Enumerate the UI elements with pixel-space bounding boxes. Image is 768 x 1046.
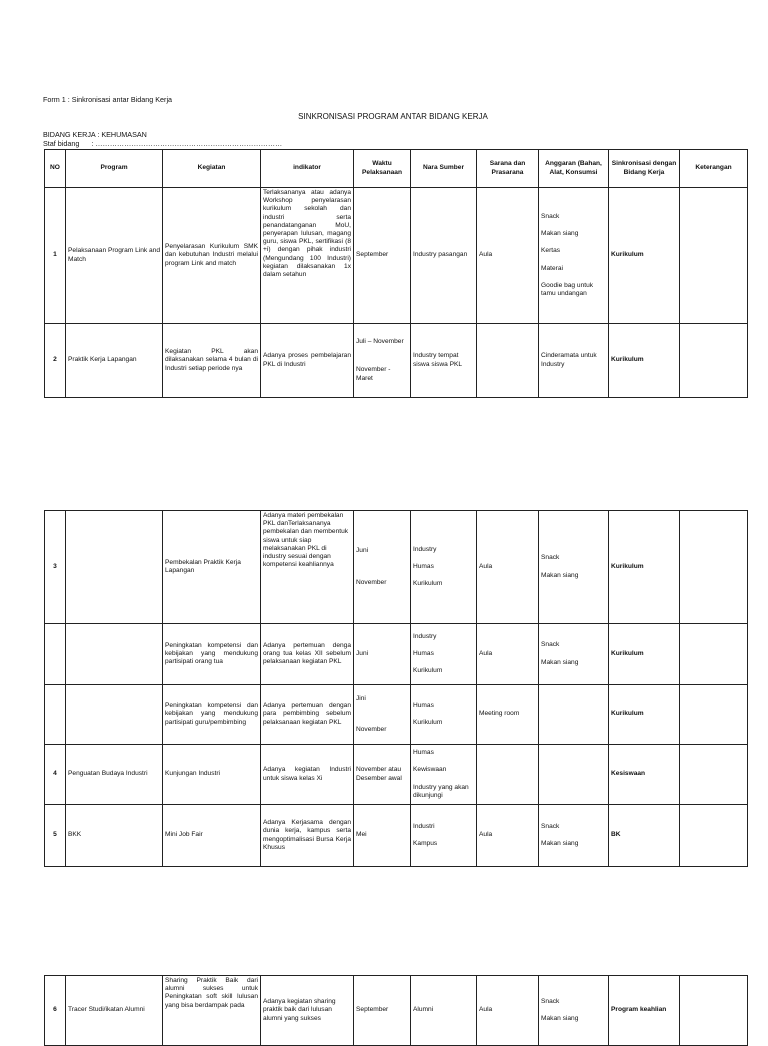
cell-kegiatan: Penyelarasan Kurikulum SMK dan kebutuhan Industri melalui program Link and match bbox=[163, 188, 261, 324]
waktu-line: Jini bbox=[356, 695, 366, 703]
cell-nara bbox=[411, 324, 477, 398]
cell-ket bbox=[680, 511, 748, 624]
cell-no bbox=[45, 624, 66, 685]
table-row bbox=[45, 624, 748, 685]
cell-sinkron: Kurikulum bbox=[609, 324, 680, 398]
cell-kegiatan: Sharing Praktik Baik dari alumni sukses untuk Peningkatan soft skill lulusan yang bisa berdampak pada bbox=[163, 976, 261, 1046]
cell-no: 1 bbox=[45, 188, 66, 324]
cell-kegiatan: Peningkatan kompetensi dan kebijakan yang mendukung partisipati orang tua bbox=[163, 624, 261, 685]
cell-sarana bbox=[477, 745, 539, 805]
cell-ket bbox=[680, 745, 748, 805]
cell-anggaran bbox=[539, 624, 609, 685]
cell-program bbox=[66, 624, 163, 685]
cell-no: 4 bbox=[45, 745, 66, 805]
cell-indikator: Adanya pertemuan denga orang tua kelas XII sebelum pelaksanaan kegiatan PKL bbox=[261, 624, 354, 685]
col-indikator: indikator bbox=[261, 150, 354, 188]
cell-kegiatan: Kegiatan PKL akan dilaksanakan selama 4 bulan di Industri setiap periode nya bbox=[163, 324, 261, 398]
cell-indikator: Adanya proses pembelajaran PKL di Industri bbox=[261, 324, 354, 398]
anggaran-line: Snack bbox=[541, 641, 560, 649]
cell-ket bbox=[680, 324, 748, 398]
table-header-row bbox=[45, 150, 748, 188]
page-title: SINKRONISASI PROGRAM ANTAR BIDANG KERJA bbox=[298, 112, 488, 121]
anggaran-line: Makan siang bbox=[541, 230, 579, 238]
col-no: NO bbox=[45, 150, 66, 188]
anggaran-line: Cinderamata untuk Industry bbox=[541, 352, 597, 368]
nara-line: Industry tempat siswa siswa PKL bbox=[413, 352, 463, 368]
cell-sinkron: Kurikulum bbox=[609, 685, 680, 745]
nara-line: Industry bbox=[413, 545, 437, 553]
cell-sarana: Aula bbox=[477, 511, 539, 624]
bidang-kerja: BIDANG KERJA : KEHUMASAN bbox=[43, 130, 147, 139]
anggaran-line: Makan siang bbox=[541, 658, 579, 666]
waktu-line: November bbox=[356, 579, 387, 586]
cell-indikator: Adanya pertemuan dengan para pembimbing sebelum pelaksanaan kegiatan PKL bbox=[261, 685, 354, 745]
cell-no: 5 bbox=[45, 805, 66, 867]
nara-line: Industry bbox=[413, 632, 437, 640]
waktu-line: Juni bbox=[356, 649, 369, 657]
nara-line: Kurikulum bbox=[413, 667, 443, 675]
cell-indikator: Terlaksananya atau adanya Workshop penyelarasan kurikulum sekolah dan industri serta penandatanganan MoU, penyerapan lulusan, magang guru, siswa PKL, sertifikasi (8 +i) dengan pihak industri (Mengundang 100 Industri) kegiatan dilaksanakan 1x dalam setahun bbox=[261, 188, 354, 324]
nara-line: Humas bbox=[413, 749, 434, 757]
form-label: Form 1 : Sinkronisasi antar Bidang Kerja bbox=[43, 95, 173, 104]
cell-program: Penguatan Budaya Industri bbox=[66, 745, 163, 805]
sync-table-2 bbox=[44, 510, 748, 867]
cell-anggaran bbox=[539, 805, 609, 867]
cell-nara bbox=[411, 511, 477, 624]
cell-anggaran bbox=[539, 324, 609, 398]
cell-ket bbox=[680, 188, 748, 324]
table-row bbox=[45, 188, 748, 324]
cell-ket bbox=[680, 624, 748, 685]
cell-anggaran bbox=[539, 976, 609, 1046]
cell-kegiatan: Peningkatan kompetensi dan kebijakan yang mendukung partisipati guru/pembimbing bbox=[163, 685, 261, 745]
sync-table-3 bbox=[44, 975, 748, 1046]
waktu-line: Juni bbox=[356, 546, 369, 554]
cell-program bbox=[66, 511, 163, 624]
col-waktu: Waktu Pelaksanaan bbox=[354, 150, 411, 188]
cell-waktu bbox=[354, 188, 411, 324]
cell-sarana: Aula bbox=[477, 188, 539, 324]
col-ket: Keterangan bbox=[680, 150, 748, 188]
anggaran-line: Makan siang bbox=[541, 1015, 579, 1022]
anggaran-line: Makan siang bbox=[541, 571, 579, 579]
cell-indikator: Adanya materi pembekalan PKL danTerlaksananya pembekalan dan membentuk siswa untuk siap melaksanakan PKL di industry sesuai dengan kompetensi keahliannya bbox=[261, 511, 354, 624]
cell-kegiatan: Kunjungan Industri bbox=[163, 745, 261, 805]
cell-ket bbox=[680, 685, 748, 745]
cell-no: 2 bbox=[45, 324, 66, 398]
anggaran-line: Snack bbox=[541, 212, 560, 220]
col-anggaran: Anggaran (Bahan, Alat, Konsumsi bbox=[539, 150, 609, 188]
nara-line: Humas bbox=[413, 562, 434, 570]
cell-kegiatan: Pembekalan Praktik Kerja Lapangan bbox=[163, 511, 261, 624]
nara-line: Humas bbox=[413, 701, 434, 709]
table-row bbox=[45, 805, 748, 867]
cell-no: 6 bbox=[45, 976, 66, 1046]
sync-table-1 bbox=[44, 149, 748, 398]
cell-indikator: Adanya kegiatan sharing praktik baik dari lulusan alumni yang sukses bbox=[261, 976, 354, 1046]
cell-sinkron: Kesiswaan bbox=[609, 745, 680, 805]
cell-sarana: Aula bbox=[477, 624, 539, 685]
cell-waktu bbox=[354, 511, 411, 624]
cell-waktu bbox=[354, 976, 411, 1046]
waktu-line: November bbox=[356, 725, 387, 733]
cell-waktu bbox=[354, 745, 411, 805]
anggaran-line: Makan siang bbox=[541, 840, 579, 847]
col-program: Program bbox=[66, 150, 163, 188]
cell-sarana: Aula bbox=[477, 805, 539, 867]
waktu-line: November - Maret bbox=[356, 366, 391, 382]
nara-line: Humas bbox=[413, 649, 434, 657]
cell-no bbox=[45, 685, 66, 745]
nara-line: Kampus bbox=[413, 840, 438, 847]
anggaran-line: Goodie bag untuk tamu undangan bbox=[541, 281, 594, 297]
cell-kegiatan: Mini Job Fair bbox=[163, 805, 261, 867]
waktu-line: Mei bbox=[356, 831, 367, 839]
cell-no: 3 bbox=[45, 511, 66, 624]
cell-waktu bbox=[354, 685, 411, 745]
nara-line: Industri bbox=[413, 822, 435, 830]
anggaran-line: Snack bbox=[541, 822, 560, 830]
waktu-line: September bbox=[356, 1006, 389, 1014]
cell-ket bbox=[680, 976, 748, 1046]
cell-nara bbox=[411, 976, 477, 1046]
cell-program: Praktik Kerja Lapangan bbox=[66, 324, 163, 398]
cell-ket bbox=[680, 805, 748, 867]
cell-nara bbox=[411, 805, 477, 867]
anggaran-line: Kertas bbox=[541, 247, 561, 255]
table-row bbox=[45, 976, 748, 1046]
anggaran-line: Materai bbox=[541, 264, 563, 272]
waktu-line: Juli – November bbox=[356, 338, 404, 346]
cell-indikator: Adanya kegiatan Industri untuk siswa kelas Xi bbox=[261, 745, 354, 805]
cell-sinkron: Program keahlian bbox=[609, 976, 680, 1046]
cell-indikator: Adanya Kerjasama dengan dunia kerja, kampus serta mengoptimalisasi Bursa Kerja Khusus bbox=[261, 805, 354, 867]
cell-sarana: Aula bbox=[477, 976, 539, 1046]
table-row bbox=[45, 511, 748, 624]
table-row bbox=[45, 745, 748, 805]
nara-line: Kewiswaan bbox=[413, 766, 447, 774]
cell-nara bbox=[411, 745, 477, 805]
cell-anggaran bbox=[539, 188, 609, 324]
cell-nara bbox=[411, 624, 477, 685]
anggaran-line: Snack bbox=[541, 997, 560, 1005]
cell-anggaran bbox=[539, 511, 609, 624]
cell-sinkron: BK bbox=[609, 805, 680, 867]
cell-program bbox=[66, 685, 163, 745]
cell-nara bbox=[411, 188, 477, 324]
cell-sinkron: Kurikulum bbox=[609, 624, 680, 685]
col-nara: Nara Sumber bbox=[411, 150, 477, 188]
col-kegiatan: Kegiatan bbox=[163, 150, 261, 188]
cell-program: Tracer Studi/ikatan Alumni bbox=[66, 976, 163, 1046]
cell-anggaran bbox=[539, 745, 609, 805]
nara-line: Kurikulum bbox=[413, 580, 443, 588]
cell-nara bbox=[411, 685, 477, 745]
nara-line: Industry pasangan bbox=[413, 251, 468, 259]
cell-sarana bbox=[477, 324, 539, 398]
cell-waktu bbox=[354, 624, 411, 685]
table-row bbox=[45, 324, 748, 398]
cell-sinkron: Kurikulum bbox=[609, 188, 680, 324]
waktu-line: November atau Desember awal bbox=[356, 766, 402, 782]
cell-sinkron: Kurikulum bbox=[609, 511, 680, 624]
staf-bidang: Staf bidang : …………………………………………………………………… bbox=[43, 139, 283, 148]
table-row bbox=[45, 685, 748, 745]
nara-line: Kurikulum bbox=[413, 719, 443, 726]
col-sarana: Sarana dan Prasarana bbox=[477, 150, 539, 188]
cell-anggaran bbox=[539, 685, 609, 745]
anggaran-line: Snack bbox=[541, 554, 560, 562]
cell-program: Pelaksanaan Program Link and Match bbox=[66, 188, 163, 324]
nara-line: Alumni bbox=[413, 1006, 434, 1014]
nara-line: Industry yang akan dikunjungi bbox=[413, 783, 469, 799]
cell-program: BKK bbox=[66, 805, 163, 867]
cell-waktu bbox=[354, 805, 411, 867]
col-sinkron: Sinkronisasi dengan Bidang Kerja bbox=[609, 150, 680, 188]
waktu-line: September bbox=[356, 251, 389, 259]
cell-waktu bbox=[354, 324, 411, 398]
cell-sarana: Meeting room bbox=[477, 685, 539, 745]
